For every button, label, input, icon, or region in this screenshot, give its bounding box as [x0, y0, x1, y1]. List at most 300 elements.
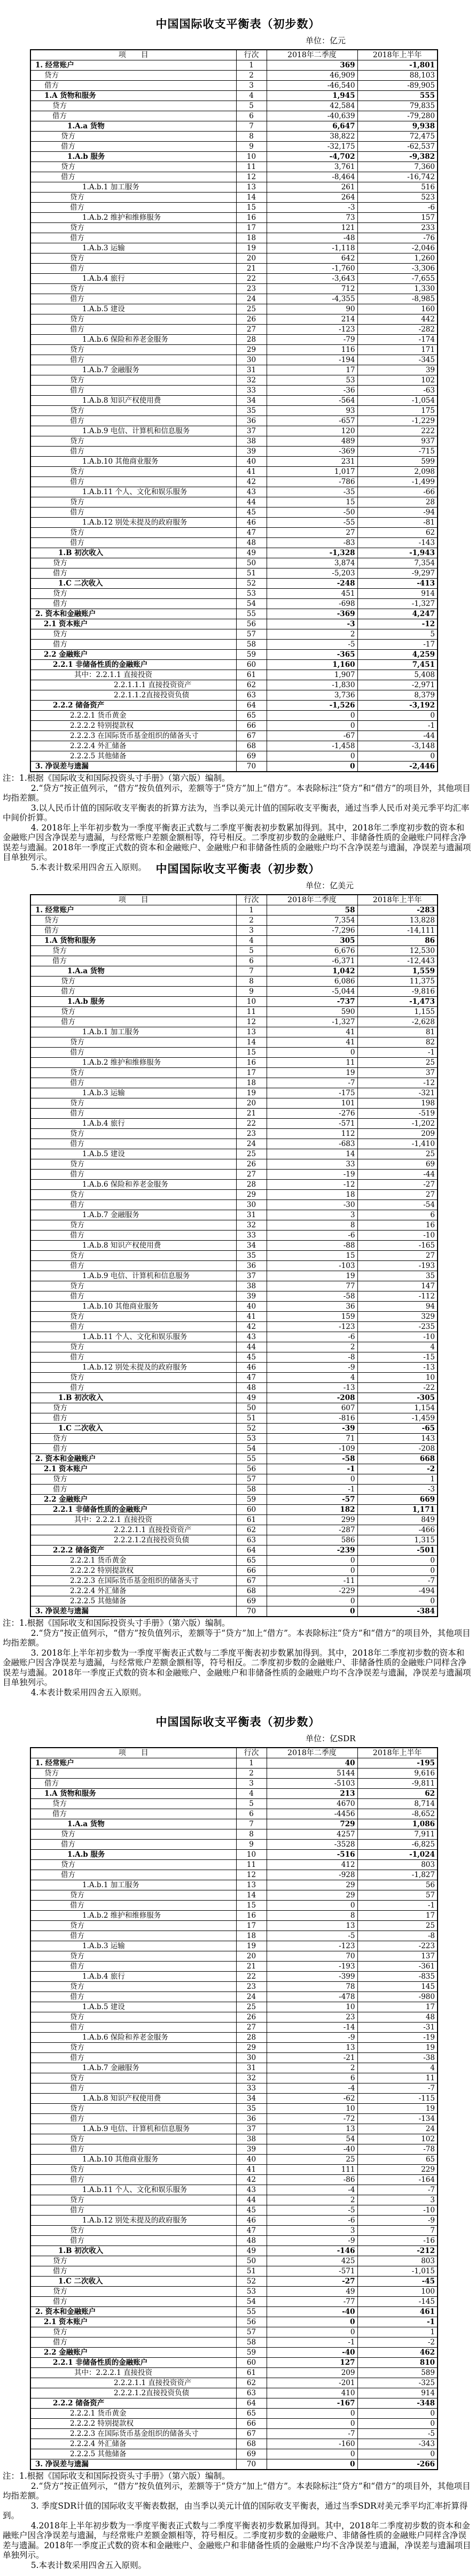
- row-number: 32: [236, 1220, 267, 1231]
- value-2018-q2: -39: [267, 1424, 357, 1434]
- row-number: 8: [236, 1829, 267, 1840]
- row-number: 42: [236, 2175, 267, 2185]
- value-2018-h1: -2,446: [357, 762, 438, 772]
- value-2018-h1: -10: [357, 1231, 438, 1241]
- value-2018-q2: -571: [267, 2266, 357, 2277]
- row-label: 借方: [30, 1261, 236, 1271]
- row-label: 贷方: [30, 1434, 236, 1444]
- row-number: 7: [236, 1819, 267, 1829]
- balance-of-payments-table: [30, 1747, 438, 2470]
- value-2018-q2: 642: [267, 253, 357, 264]
- row-number: 10: [236, 997, 267, 1007]
- value-2018-h1: -145: [357, 2297, 438, 2307]
- value-2018-h1: -345: [357, 355, 438, 365]
- value-2018-h1: -15: [357, 1352, 438, 1363]
- row-number: 42: [236, 477, 267, 487]
- column-header-item: 项 目: [30, 895, 236, 905]
- value-2018-h1: 143: [357, 1434, 438, 1444]
- row-label: 1.A.b.9 电信、计算机和信息服务: [30, 2124, 236, 2134]
- row-number: 14: [236, 193, 267, 203]
- table-row: [30, 2337, 438, 2348]
- table-row: [30, 579, 438, 589]
- table-row: [30, 1566, 438, 1576]
- row-number: 20: [236, 253, 267, 264]
- value-2018-h1: 523: [357, 193, 438, 203]
- table-row: [30, 2104, 438, 2114]
- value-2018-h1: -22: [357, 1383, 438, 1393]
- value-2018-h1: -980: [357, 1992, 438, 2002]
- note-paragraph: 3. 季度SDR计值的国际收支平衡表数据，由当季以美元计值的国际收支平衡表，通过当季SDR对美元季平均汇率折算得到。: [3, 2501, 468, 2520]
- table-row: [30, 1921, 438, 1931]
- value-2018-q2: -40: [267, 2144, 357, 2155]
- row-number: 58: [236, 1485, 267, 1495]
- value-2018-h1: -12: [357, 1078, 438, 1088]
- row-label: 1.A.b.11 个人、文化和娱乐服务: [30, 1332, 236, 1342]
- row-label: 2.2.2.5 其他储备: [30, 1596, 236, 1606]
- value-2018-h1: 209: [357, 1129, 438, 1139]
- row-number: 51: [236, 2266, 267, 2277]
- value-2018-q2: 2: [267, 629, 357, 640]
- row-number: 48: [236, 2236, 267, 2246]
- table-row: [30, 81, 438, 91]
- row-label: 2.2.2.1 货币黄金: [30, 2409, 236, 2419]
- value-2018-h1: 1: [357, 2327, 438, 2337]
- row-number: 21: [236, 264, 267, 274]
- row-label: 1.A.b 服务: [30, 997, 236, 1007]
- row-label: 2.1 资本账户: [30, 2317, 236, 2327]
- row-number: 48: [236, 538, 267, 548]
- row-label: 2.2.1 非储备性质的金融账户: [30, 1505, 236, 1515]
- table-row: [30, 2277, 438, 2287]
- row-number: 29: [236, 345, 267, 355]
- table-row: [30, 1809, 438, 1819]
- row-number: 57: [236, 629, 267, 640]
- table-row: [30, 1200, 438, 1210]
- value-2018-h1: 1,086: [357, 1819, 438, 1829]
- row-label: 借方: [30, 1352, 236, 1363]
- value-2018-h1: 4,259: [357, 650, 438, 660]
- table-row: [30, 1149, 438, 1159]
- row-number: 12: [236, 1870, 267, 1880]
- table-row: [30, 690, 438, 701]
- value-2018-h1: -63: [357, 386, 438, 396]
- value-2018-h1: 1: [357, 1474, 438, 1485]
- column-header-row-no: 行次: [236, 1748, 267, 1758]
- value-2018-h1: 69: [357, 1159, 438, 1170]
- row-number: 4: [236, 1789, 267, 1799]
- row-label: 借方: [30, 956, 236, 966]
- row-label: 2.2.2.1 货币黄金: [30, 711, 236, 721]
- row-label: 其中：2.2.1.1 直接投资: [30, 670, 236, 680]
- balance-of-payments-table: [30, 49, 438, 772]
- row-number: 8: [236, 132, 267, 142]
- value-2018-h1: -16,742: [357, 172, 438, 182]
- table-row: [30, 2348, 438, 2358]
- value-2018-q2: 712: [267, 284, 357, 294]
- row-number: 69: [236, 751, 267, 762]
- value-2018-h1: 9,616: [357, 1768, 438, 1779]
- value-2018-q2: -160: [267, 2439, 357, 2449]
- value-2018-h1: 35: [357, 1271, 438, 1281]
- row-label: 1.B 初次收入: [30, 548, 236, 558]
- row-number: 40: [236, 2155, 267, 2165]
- row-label: 贷方: [30, 1982, 236, 1992]
- value-2018-h1: -66: [357, 487, 438, 497]
- value-2018-q2: 25: [267, 2155, 357, 2165]
- value-2018-h1: -1: [357, 2317, 438, 2327]
- row-number: 12: [236, 1017, 267, 1027]
- row-label: 贷方: [30, 1860, 236, 1870]
- row-label: 1.A.b.7 金融服务: [30, 1210, 236, 1220]
- row-label: 2.2.2.2 特别提款权: [30, 2419, 236, 2429]
- table-row: [30, 2307, 438, 2317]
- table-row: [30, 1424, 438, 1434]
- value-2018-h1: 175: [357, 406, 438, 416]
- row-label: 贷方: [30, 253, 236, 264]
- row-label: 2.2.2.1.2直接投资负债: [30, 2388, 236, 2398]
- row-label: 1.A.a 货物: [30, 121, 236, 132]
- row-label: 贷方: [30, 528, 236, 538]
- value-2018-q2: 0: [267, 1901, 357, 1911]
- row-number: 60: [236, 1505, 267, 1515]
- row-label: 2.2 金融账户: [30, 650, 236, 660]
- row-label: 1.A.b.8 知识产权使用费: [30, 1241, 236, 1251]
- row-number: 34: [236, 1241, 267, 1251]
- value-2018-h1: -7: [357, 2185, 438, 2195]
- value-2018-h1: -361: [357, 1962, 438, 1972]
- table-row: [30, 2358, 438, 2368]
- value-2018-h1: 137: [357, 1951, 438, 1962]
- table-row: [30, 2002, 438, 2012]
- row-label: 1.A.b.6 保险和养老金服务: [30, 335, 236, 345]
- value-2018-q2: -683: [267, 1139, 357, 1149]
- table-row: [30, 71, 438, 81]
- value-2018-q2: -1: [267, 2337, 357, 2348]
- row-number: 47: [236, 1373, 267, 1383]
- row-number: 69: [236, 1596, 267, 1606]
- row-label: 借方: [30, 2266, 236, 2277]
- row-number: 19: [236, 1941, 267, 1951]
- row-label: 贷方: [30, 1251, 236, 1261]
- row-label: 1.A.b.1 加工服务: [30, 1880, 236, 1890]
- row-label: 3. 净误差与遗漏: [30, 1606, 236, 1617]
- value-2018-q2: 49: [267, 2287, 357, 2297]
- row-number: 15: [236, 203, 267, 213]
- value-2018-q2: 41: [267, 1027, 357, 1037]
- row-label: 1.A.b 服务: [30, 152, 236, 162]
- row-label: 贷方: [30, 946, 236, 956]
- value-2018-q2: 0: [267, 2409, 357, 2419]
- table-row: [30, 2388, 438, 2398]
- row-number: 61: [236, 2368, 267, 2378]
- row-number: 19: [236, 243, 267, 253]
- row-number: 36: [236, 2114, 267, 2124]
- value-2018-q2: 27: [267, 528, 357, 538]
- value-2018-q2: 46,909: [267, 71, 357, 81]
- value-2018-q2: 4: [267, 1373, 357, 1383]
- value-2018-q2: 5144: [267, 1768, 357, 1779]
- row-label: 1.A.b 服务: [30, 1850, 236, 1860]
- row-label: 2.2.1.1.2直接投资负债: [30, 690, 236, 701]
- value-2018-q2: -36: [267, 386, 357, 396]
- value-2018-h1: 16: [357, 1220, 438, 1231]
- row-label: 借方: [30, 81, 236, 91]
- table-row: [30, 1545, 438, 1556]
- value-2018-h1: -348: [357, 2398, 438, 2409]
- value-2018-q2: -229: [267, 1586, 357, 1596]
- table-row: [30, 1535, 438, 1545]
- row-label: 借方: [30, 1444, 236, 1454]
- value-2018-q2: 0: [267, 1474, 357, 1485]
- table-row: [30, 2175, 438, 2185]
- value-2018-h1: -3,192: [357, 701, 438, 711]
- row-number: 30: [236, 2053, 267, 2063]
- value-2018-q2: 42,584: [267, 101, 357, 111]
- row-label: 2.2.2.1.1 直接投资资产: [30, 2378, 236, 2388]
- table-row: [30, 2185, 438, 2195]
- row-label: 借方: [30, 1078, 236, 1088]
- row-label: 贷方: [30, 314, 236, 325]
- value-2018-q2: -564: [267, 396, 357, 406]
- value-2018-h1: -7: [357, 2083, 438, 2094]
- table-row: [30, 568, 438, 579]
- value-2018-h1: 803: [357, 2256, 438, 2266]
- row-label: 借方: [30, 416, 236, 426]
- value-2018-h1: -2,046: [357, 243, 438, 253]
- table-row: [30, 487, 438, 497]
- value-2018-q2: 209: [267, 2368, 357, 2378]
- value-2018-q2: -786: [267, 477, 357, 487]
- table-row: [30, 365, 438, 375]
- value-2018-q2: -5: [267, 640, 357, 650]
- row-label: 借方: [30, 172, 236, 182]
- row-number: 18: [236, 233, 267, 243]
- unit-label: 单位：亿美元: [306, 881, 354, 890]
- value-2018-h1: -1,473: [357, 997, 438, 1007]
- row-label: 1.A.b.10 其他商业服务: [30, 1302, 236, 1312]
- value-2018-q2: 590: [267, 1007, 357, 1017]
- row-label: 1.A.b.5 建设: [30, 304, 236, 314]
- table-row: [30, 2378, 438, 2388]
- row-label: 借方: [30, 1962, 236, 1972]
- value-2018-q2: 120: [267, 426, 357, 436]
- row-label: 借方: [30, 2053, 236, 2063]
- value-2018-q2: -40: [267, 2348, 357, 2358]
- value-2018-q2: -58: [267, 1291, 357, 1302]
- row-label: 贷方: [30, 193, 236, 203]
- value-2018-q2: 90: [267, 304, 357, 314]
- row-number: 11: [236, 162, 267, 172]
- table-row: [30, 152, 438, 162]
- value-2018-q2: -79: [267, 335, 357, 345]
- row-label: 借方: [30, 2114, 236, 2124]
- row-number: 52: [236, 2277, 267, 2287]
- value-2018-q2: -86: [267, 2175, 357, 2185]
- value-2018-h1: -9,297: [357, 568, 438, 579]
- value-2018-h1: 100: [357, 2287, 438, 2297]
- table-notes: [0, 772, 476, 872]
- row-number: 9: [236, 987, 267, 997]
- row-number: 51: [236, 1413, 267, 1424]
- value-2018-h1: 102: [357, 2134, 438, 2144]
- row-label: 贷方: [30, 558, 236, 568]
- table-row: [30, 1017, 438, 1027]
- table-row: [30, 2012, 438, 2023]
- value-2018-h1: 11: [357, 2073, 438, 2083]
- value-2018-h1: -266: [357, 2459, 438, 2470]
- row-label: 借方: [30, 1383, 236, 1393]
- row-number: 46: [236, 2216, 267, 2226]
- row-number: 26: [236, 314, 267, 325]
- value-2018-q2: -3: [267, 619, 357, 629]
- row-number: 35: [236, 2104, 267, 2114]
- row-number: 53: [236, 1434, 267, 1444]
- value-2018-h1: 2,098: [357, 467, 438, 477]
- note-paragraph: 2.“贷方”按正值列示，“借方”按负值列示，差额等于“贷方”加上“借方”。本表除标注“贷方”和“借方”的项目外，其他项目均指差额。: [3, 783, 471, 803]
- value-2018-q2: -6: [267, 1332, 357, 1342]
- table-row: [30, 355, 438, 365]
- row-number: 9: [236, 1840, 267, 1850]
- value-2018-q2: -4,702: [267, 152, 357, 162]
- value-2018-h1: 1,315: [357, 1535, 438, 1545]
- row-number: 32: [236, 2073, 267, 2083]
- value-2018-q2: 0: [267, 762, 357, 772]
- row-number: 26: [236, 1159, 267, 1170]
- table-row: [30, 2409, 438, 2419]
- value-2018-h1: 7: [357, 2226, 438, 2236]
- value-2018-q2: -50: [267, 507, 357, 518]
- row-number: 43: [236, 2185, 267, 2195]
- value-2018-q2: -287: [267, 1525, 357, 1535]
- value-2018-h1: -3,148: [357, 741, 438, 751]
- table-row: [30, 701, 438, 711]
- row-label: 贷方: [30, 497, 236, 507]
- row-label: 1.A.b.3 运输: [30, 1941, 236, 1951]
- row-number: 43: [236, 1332, 267, 1342]
- value-2018-h1: 6: [357, 1210, 438, 1220]
- value-2018-q2: -1,327: [267, 1017, 357, 1027]
- row-label: 2.2.2.4 外汇储备: [30, 741, 236, 751]
- row-label: 借方: [30, 1291, 236, 1302]
- value-2018-q2: -1,526: [267, 701, 357, 711]
- value-2018-q2: -58: [267, 1454, 357, 1464]
- table-row: [30, 91, 438, 101]
- value-2018-q2: -5103: [267, 1779, 357, 1789]
- row-label: 贷方: [30, 1373, 236, 1383]
- value-2018-q2: 0: [267, 2317, 357, 2327]
- value-2018-q2: -67: [267, 731, 357, 741]
- value-2018-h1: -9: [357, 2216, 438, 2226]
- row-number: 25: [236, 2002, 267, 2012]
- row-label: 1.A.b.11 个人、文化和娱乐服务: [30, 487, 236, 497]
- value-2018-q2: 93: [267, 406, 357, 416]
- value-2018-q2: 15: [267, 1251, 357, 1261]
- row-number: 31: [236, 2063, 267, 2073]
- value-2018-h1: 157: [357, 213, 438, 223]
- note-paragraph: 5.本表计数采用四舍五入原则。: [30, 2560, 146, 2570]
- value-2018-h1: -9,382: [357, 152, 438, 162]
- row-number: 3: [236, 926, 267, 936]
- table-row: [30, 2317, 438, 2327]
- row-number: 54: [236, 1444, 267, 1454]
- row-label: 2.2.2.2 特别提款权: [30, 1566, 236, 1576]
- value-2018-h1: -10: [357, 2205, 438, 2216]
- row-number: 35: [236, 406, 267, 416]
- value-2018-h1: 7,360: [357, 162, 438, 172]
- row-number: 67: [236, 1576, 267, 1586]
- table-row: [30, 538, 438, 548]
- table-row: [30, 233, 438, 243]
- row-label: 贷方: [30, 916, 236, 926]
- value-2018-q2: -478: [267, 1992, 357, 2002]
- row-label: 贷方: [30, 284, 236, 294]
- value-2018-q2: 451: [267, 589, 357, 599]
- value-2018-h1: -89,905: [357, 81, 438, 91]
- value-2018-q2: -7,296: [267, 926, 357, 936]
- row-number: 50: [236, 1403, 267, 1413]
- table-row: [30, 1870, 438, 1880]
- value-2018-q2: 3: [267, 2226, 357, 2236]
- value-2018-q2: -816: [267, 1413, 357, 1424]
- row-number: 48: [236, 1383, 267, 1393]
- table-row: [30, 1860, 438, 1870]
- row-label: 借方: [30, 2205, 236, 2216]
- row-number: 46: [236, 1363, 267, 1373]
- row-number: 37: [236, 2124, 267, 2134]
- value-2018-h1: -19: [357, 2033, 438, 2043]
- value-2018-h1: 25: [357, 1149, 438, 1159]
- value-2018-h1: -1,054: [357, 396, 438, 406]
- row-number: 30: [236, 355, 267, 365]
- row-number: 57: [236, 2327, 267, 2337]
- row-label: 借方: [30, 987, 236, 997]
- table-row: [30, 518, 438, 528]
- row-number: 55: [236, 2307, 267, 2317]
- value-2018-h1: -1: [357, 1901, 438, 1911]
- row-number: 49: [236, 2246, 267, 2256]
- row-label: 2.2.2.1.1 直接投资资产: [30, 1525, 236, 1535]
- value-2018-q2: 15: [267, 497, 357, 507]
- value-2018-q2: 607: [267, 1403, 357, 1413]
- value-2018-q2: 54: [267, 2134, 357, 2144]
- row-number: 58: [236, 640, 267, 650]
- value-2018-q2: 0: [267, 1048, 357, 1058]
- table-row: [30, 1302, 438, 1312]
- value-2018-h1: -65: [357, 1424, 438, 1434]
- value-2018-h1: -9,811: [357, 1779, 438, 1789]
- row-label: 借方: [30, 1901, 236, 1911]
- row-number: 16: [236, 1058, 267, 1068]
- row-number: 68: [236, 2439, 267, 2449]
- row-label: 2.2.1 非储备性质的金融账户: [30, 660, 236, 670]
- value-2018-q2: 8: [267, 1911, 357, 1921]
- value-2018-h1: 198: [357, 1098, 438, 1109]
- row-label: 贷方: [30, 162, 236, 172]
- value-2018-h1: 81: [357, 1027, 438, 1037]
- row-label: 借方: [30, 1870, 236, 1880]
- table-row: [30, 345, 438, 355]
- value-2018-q2: -208: [267, 1393, 357, 1403]
- value-2018-h1: -165: [357, 1241, 438, 1251]
- row-label: 2.2.2.4 外汇储备: [30, 2439, 236, 2449]
- table-row: [30, 1281, 438, 1291]
- table-row: [30, 2246, 438, 2256]
- table-row: [30, 936, 438, 946]
- row-number: 31: [236, 1210, 267, 1220]
- row-label: 借方: [30, 325, 236, 335]
- value-2018-h1: -193: [357, 1261, 438, 1271]
- value-2018-h1: 937: [357, 436, 438, 447]
